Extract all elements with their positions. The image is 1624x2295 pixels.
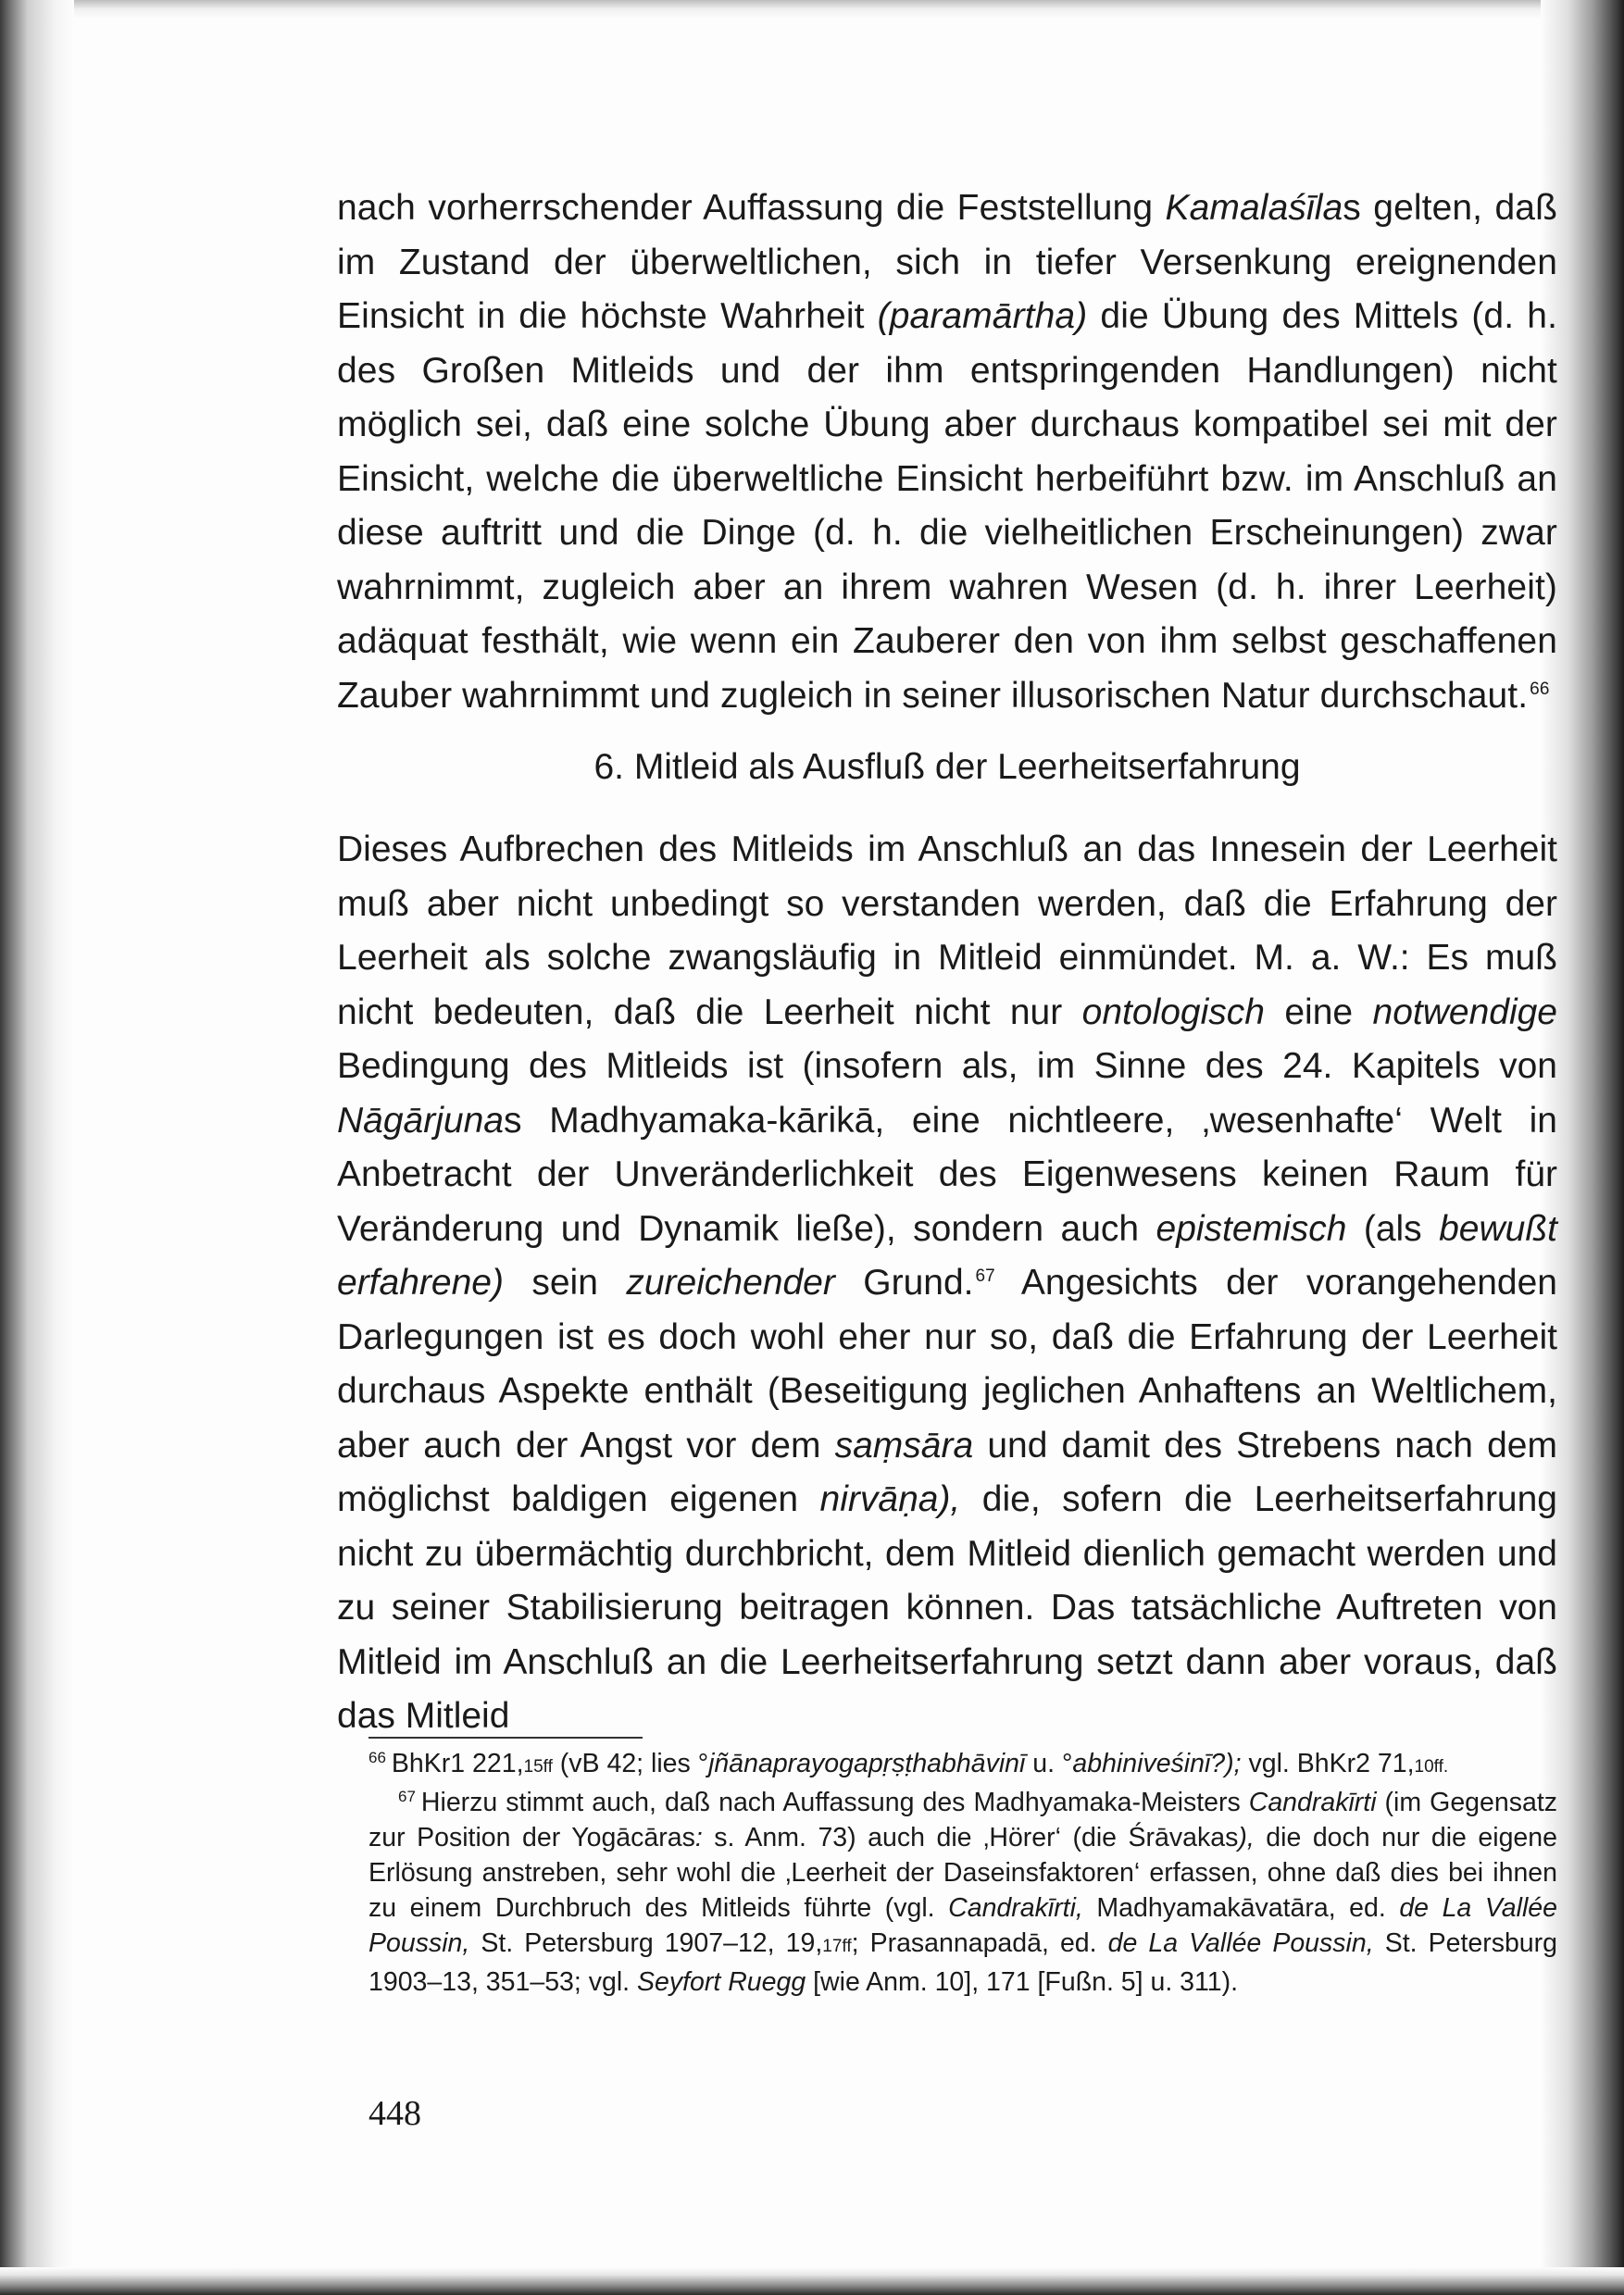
footnote-text: BhKr1 221,: [391, 1749, 524, 1778]
text-segment: (als: [1346, 1208, 1440, 1249]
footnote-text: u. °: [1025, 1749, 1073, 1778]
text-segment: Bedingung des Mitleids ist (insofern als, im Sinne des 24. Kapitels von: [337, 1046, 1557, 1086]
footnote-italic: jñānaprayogapṛṣṭhabhāvinī: [708, 1749, 1026, 1778]
footnote-number: 66: [369, 1748, 386, 1766]
term-paramartha: (paramārtha): [877, 296, 1088, 336]
footnote-text: Madhyamakāvatāra, ed.: [1082, 1893, 1400, 1923]
text-segment: nach vorherrschender Auffassung die Feststellung: [337, 188, 1166, 228]
name-nagarjuna: Nāgārjuna: [337, 1100, 504, 1141]
term-samsara: saṃsāra: [834, 1425, 974, 1466]
text-segment: Grund.: [834, 1263, 974, 1303]
text-segment: die Übung des Mittels (d. h. des Großen Mitleids und der ihm entspringenden Handlungen) nicht möglich sei, daß eine solche Übung aber durchaus kompatibel sei mit der Einsicht, welche die überweltliche Einsicht herbeiführt bzw. im Anschluß an diese auftritt und die Dinge (d. h. die vielheitlichen Erscheinungen) zwar wahrnimmt, zugleich aber an ihrem wahren Wesen (d. h. ihrer Leerheit) adäquat festhält, wie wenn ein Zauberer den von ihm selbst geschaffenen Zauber wahrnimmt und zugleich in seiner illusorischen Natur durchschaut.: [337, 296, 1558, 716]
text-segment: s gelten, daß im Zustand der überweltlichen, sich in tiefer Versenkung ereignenden Einsicht in die höchste Wahrheit: [337, 188, 1557, 336]
footnote-ref-67[interactable]: 67: [975, 1266, 995, 1286]
footnote-italic: Candrakīrti,: [948, 1893, 1083, 1923]
opening-paragraph: [337, 181, 1557, 723]
text-segment: Dieses Aufbrechen des Mitleids im Anschluß an das Innesein der Leerheit muß aber nicht unbedingt so verstanden werden, daß die Erfahrung der Leerheit als solche zwangsläufig in Mitleid einmündet. M. a. W.: Es muß nicht bedeuten, daß die Leerheit nicht nur: [337, 829, 1557, 1032]
footnote-text: Hierzu stimmt auch, daß nach Auffassung des Madhyamaka-Meisters: [420, 1788, 1249, 1817]
footnote-text: vgl. BhKr2 71,: [1241, 1749, 1415, 1778]
footnote-line-ref: 17ff: [822, 1937, 852, 1956]
footnote-italic: de La Vallée Poussin,: [1107, 1928, 1374, 1958]
text-segment: sein: [503, 1263, 627, 1303]
term-ontologisch: ontologisch: [1081, 992, 1265, 1032]
footnote-66: [369, 1746, 1557, 1785]
footnote-italic: ),: [1238, 1823, 1255, 1852]
footnote-italic: Candrakīrti: [1248, 1788, 1377, 1817]
footnote-line-ref: 15ff: [523, 1757, 553, 1777]
scan-shadow-bottom: [0, 2267, 1624, 2295]
footnote-italic: de La Vallée Poussin,: [369, 1893, 1557, 1958]
term-bewusst-erfahrene: bewußt erfahrene): [337, 1208, 1558, 1303]
footnote-italic: abhiniveśinī?);: [1072, 1749, 1242, 1778]
footnote-italic: :: [694, 1823, 703, 1852]
footnote-text: (im Gegensatz zur Position der Yogācāras: [369, 1788, 1557, 1852]
footnote-text: ; Prasannapadā, ed.: [851, 1928, 1108, 1958]
term-epistemisch: epistemisch: [1156, 1208, 1347, 1249]
section-heading: 6. Mitleid als Ausfluß der Leerheitserfahrung: [593, 747, 1301, 787]
section-paragraph: [337, 823, 1557, 1744]
footnote-italic: Seyfort Ruegg: [637, 1967, 806, 1997]
footnote-67: [369, 1785, 1557, 2000]
scan-shadow-left: [0, 0, 74, 2295]
footnote-text: St. Petersburg 1907–12, 19,: [469, 1928, 823, 1958]
footnote-number: 67: [398, 1787, 416, 1805]
term-notwendige: notwendige: [1372, 992, 1557, 1032]
footnote-text: [wie Anm. 10], 171 [Fußn. 5] u. 311).: [806, 1967, 1239, 1997]
footnote-line-ref: 10ff.: [1414, 1757, 1449, 1777]
text-segment: s Madhyamaka-kārikā, eine nichtleere, ‚wesenhafte‘ Welt in Anbetracht der Unveränderlichkeit des Eigenwesens keinen Raum für Veränderung und Dynamik ließe), sondern auch: [337, 1100, 1557, 1249]
term-nirvana: nirvāṇa),: [819, 1479, 961, 1519]
footnote-text: die doch nur die eigene Erlösung anstreben, sehr wohl die ‚Leerheit der Daseinsfaktoren‘ erfassen, ohne daß dies bei ihnen zu einem Durchbruch des Mitleids führte (vgl.: [369, 1823, 1557, 1923]
footnotes: [369, 1746, 1557, 2000]
footnote-text: St. Petersburg 1903–13, 351–53; vgl.: [369, 1928, 1557, 1997]
page-number: 448: [369, 2094, 421, 2133]
text-segment: eine: [1264, 992, 1373, 1032]
footnote-text: (vB 42; lies °: [552, 1749, 709, 1778]
name-kamalasila: Kamalaśīla: [1165, 188, 1343, 228]
footnote-text: s. Anm. 73) auch die ‚Hörer‘ (die Śrāvakas: [702, 1823, 1239, 1852]
text-segment: die, sofern die Leerheitserfahrung nicht zu übermächtig durchbricht, dem Mitleid dienlich gemacht werden und zu seiner Stabilisierung beitragen können. Das tatsächliche Auftreten von Mitleid im Anschluß an die Leerheitserfahrung setzt dann aber voraus, daß das Mitleid: [337, 1479, 1557, 1736]
term-zureichender: zureichender: [626, 1263, 835, 1303]
text-segment: Angesichts der vorangehenden Darlegungen ist es doch wohl eher nur so, daß die Erfahrung der Leerheit durchaus Aspekte enthält (Beseitigung jeglichen Anhaftens an Weltlichem, aber auch der Angst vor dem: [337, 1263, 1558, 1466]
text-segment: und damit des Strebens nach dem möglichst baldigen eigenen: [337, 1425, 1557, 1519]
footnote-divider: [369, 1737, 643, 1739]
footnote-ref-66[interactable]: 66: [1530, 679, 1550, 699]
scan-shadow-top: [0, 0, 1624, 19]
